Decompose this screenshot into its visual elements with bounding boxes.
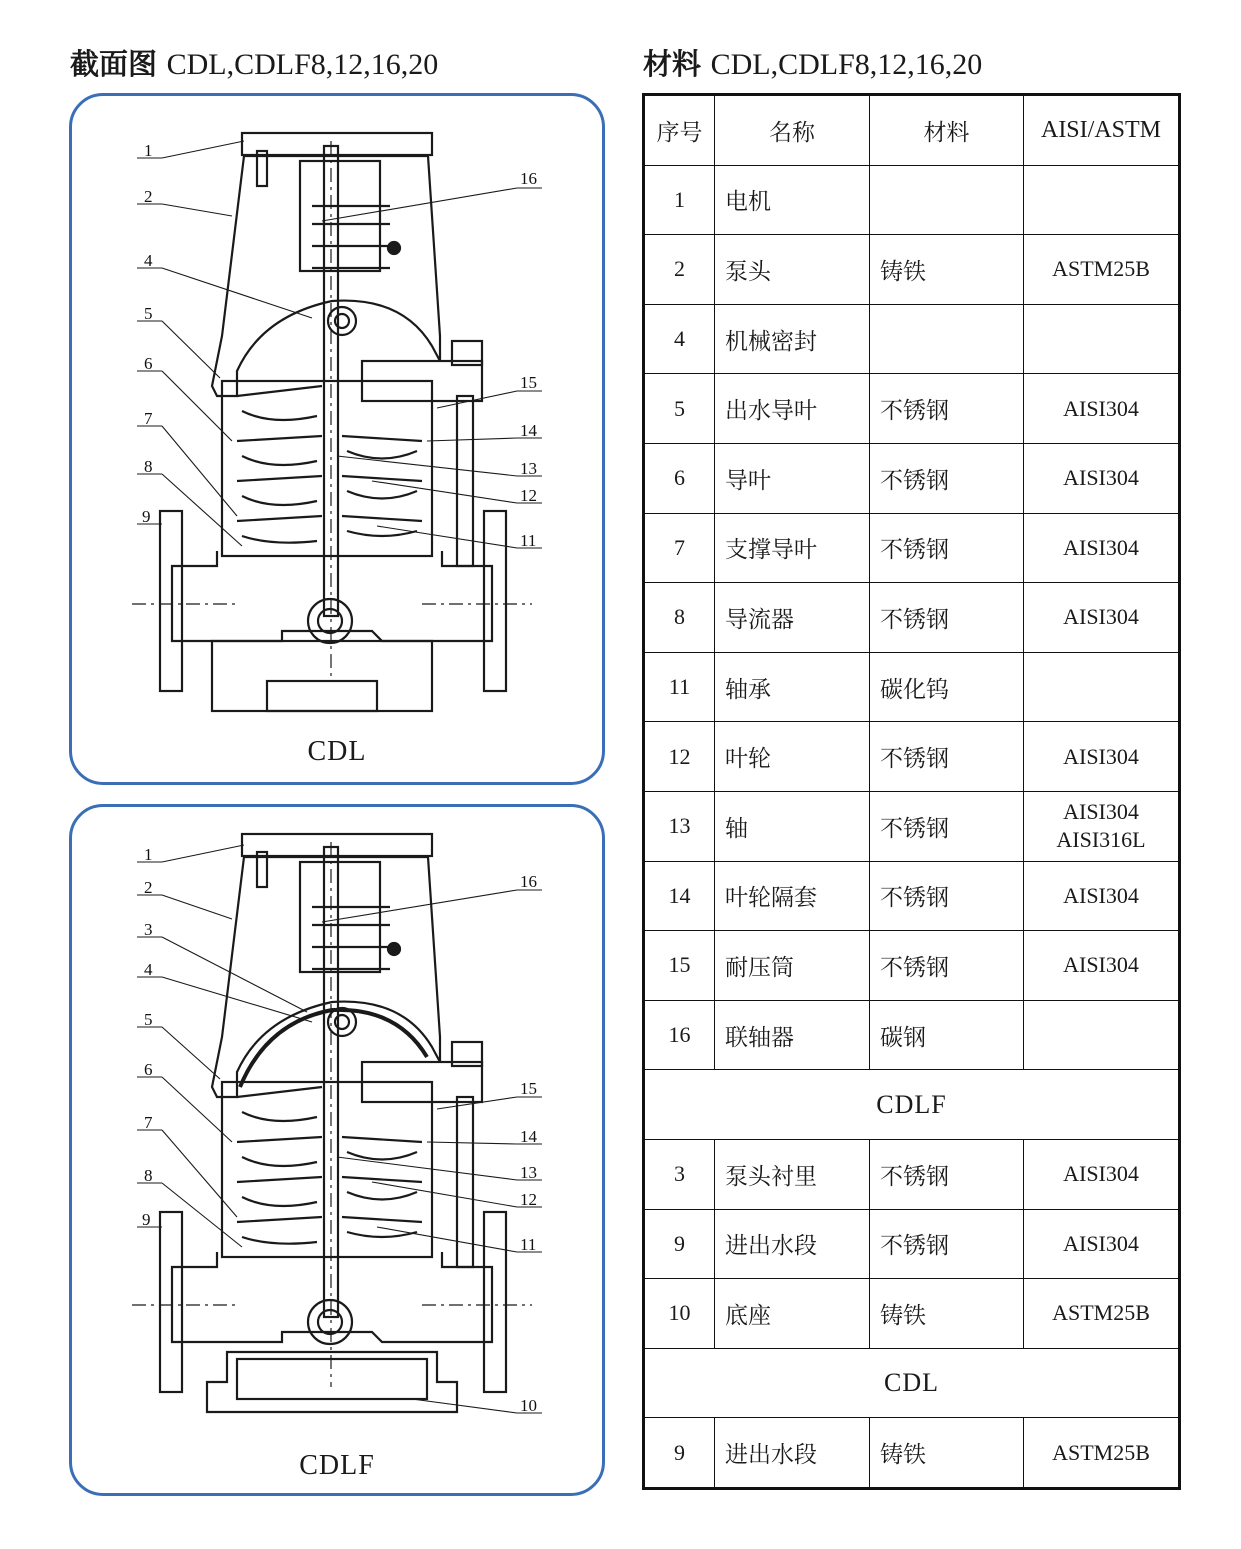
cell-material: 碳化钨 bbox=[870, 652, 1024, 722]
materials-table bbox=[642, 93, 1181, 1490]
cell-material: 铸铁 bbox=[870, 235, 1024, 305]
cell-no: 5 bbox=[644, 374, 715, 444]
cell-no: 2 bbox=[644, 235, 715, 305]
cell-material: 不锈钢 bbox=[870, 861, 1024, 931]
callout-13: 13 bbox=[520, 1163, 537, 1182]
base bbox=[207, 1352, 457, 1412]
cell-standard: AISI304 bbox=[1024, 1209, 1180, 1279]
callout-15: 15 bbox=[520, 1079, 537, 1098]
cell-material bbox=[870, 165, 1024, 235]
cell-no: 10 bbox=[644, 1279, 715, 1349]
cell-standard: AISI304 bbox=[1024, 1139, 1180, 1209]
heading-left-models: CDL,CDLF8,12,16,20 bbox=[166, 48, 439, 81]
table-row bbox=[644, 1279, 1180, 1349]
callout-14: 14 bbox=[520, 1127, 537, 1146]
table-row bbox=[644, 931, 1180, 1001]
diagram-caption-cdlf: CDLF bbox=[299, 1450, 375, 1481]
table-row bbox=[644, 443, 1180, 513]
cell-name: 机械密封 bbox=[715, 304, 870, 374]
cell-name: 轴 bbox=[715, 791, 870, 861]
callout-16: 16 bbox=[520, 169, 537, 188]
cell-name: 叶轮 bbox=[715, 722, 870, 792]
cell-standard bbox=[1024, 304, 1180, 374]
diagram-caption-cdl: CDL bbox=[307, 736, 367, 767]
table-row bbox=[644, 861, 1180, 931]
callout-6: 6 bbox=[144, 354, 153, 373]
cell-standard-line-1: AISI304 bbox=[1063, 799, 1139, 825]
cell-material: 不锈钢 bbox=[870, 374, 1024, 444]
cell-no: 1 bbox=[644, 165, 715, 235]
cell-material: 铸铁 bbox=[870, 1418, 1024, 1489]
foot bbox=[212, 641, 432, 711]
cell-no: 15 bbox=[644, 931, 715, 1001]
table-row bbox=[644, 722, 1180, 792]
cell-standard: ASTM25B bbox=[1024, 1279, 1180, 1349]
callout-5: 5 bbox=[144, 304, 153, 323]
callout-1: 1 bbox=[144, 141, 153, 160]
header-no: 序号 bbox=[644, 95, 715, 166]
cell-no: 7 bbox=[644, 513, 715, 583]
callout-9: 9 bbox=[142, 1210, 151, 1229]
callout-11: 11 bbox=[520, 1235, 537, 1254]
callout-8: 8 bbox=[144, 457, 153, 476]
table-row bbox=[644, 652, 1180, 722]
callout-10: 10 bbox=[520, 1396, 537, 1415]
table-section-row bbox=[644, 1070, 1180, 1140]
callout-8: 8 bbox=[144, 1166, 153, 1185]
cell-material bbox=[870, 304, 1024, 374]
callout-7: 7 bbox=[144, 409, 153, 428]
callout-3: 3 bbox=[144, 920, 153, 939]
cell-name: 轴承 bbox=[715, 652, 870, 722]
header-name: 名称 bbox=[715, 95, 870, 166]
cell-standard: AISI304 bbox=[1024, 931, 1180, 1001]
table-row bbox=[644, 1000, 1180, 1070]
callout-12: 12 bbox=[520, 1190, 537, 1209]
cell-name: 泵头 bbox=[715, 235, 870, 305]
cell-no: 3 bbox=[644, 1139, 715, 1209]
table-row bbox=[644, 304, 1180, 374]
cell-material: 铸铁 bbox=[870, 1279, 1024, 1349]
cell-standard: ASTM25B bbox=[1024, 235, 1180, 305]
callout-2: 2 bbox=[144, 187, 153, 206]
table-row bbox=[644, 1209, 1180, 1279]
callout-4: 4 bbox=[144, 960, 153, 979]
cell-material: 不锈钢 bbox=[870, 791, 1024, 861]
cell-material: 不锈钢 bbox=[870, 931, 1024, 1001]
table-header-row bbox=[644, 95, 1180, 166]
cell-standard: AISI304 bbox=[1024, 374, 1180, 444]
cell-no: 11 bbox=[644, 652, 715, 722]
heading-right-models: CDL,CDLF8,12,16,20 bbox=[710, 48, 983, 81]
callout-12: 12 bbox=[520, 486, 537, 505]
cell-standard: AISI304 bbox=[1024, 722, 1180, 792]
callout-7: 7 bbox=[144, 1113, 153, 1132]
cell-no: 8 bbox=[644, 583, 715, 653]
callout-4: 4 bbox=[144, 251, 153, 270]
cell-standard bbox=[1024, 165, 1180, 235]
coupling bbox=[300, 161, 380, 271]
cell-standard-line-2: AISI316L bbox=[1056, 827, 1146, 853]
table-row bbox=[644, 791, 1180, 861]
cell-material: 不锈钢 bbox=[870, 513, 1024, 583]
header-material: 材料 bbox=[870, 95, 1024, 166]
diagram-panel-cdlf bbox=[69, 804, 605, 1496]
cell-no: 12 bbox=[644, 722, 715, 792]
cell-name: 进出水段 bbox=[715, 1418, 870, 1489]
callout-16: 16 bbox=[520, 872, 537, 891]
cell-name: 支撑导叶 bbox=[715, 513, 870, 583]
cell-material: 不锈钢 bbox=[870, 583, 1024, 653]
cell-no: 6 bbox=[644, 443, 715, 513]
callout-5: 5 bbox=[144, 1010, 153, 1029]
heading-left-bold: 截面图 bbox=[70, 47, 158, 81]
pump-cross-section-cdl bbox=[72, 96, 608, 788]
table-row bbox=[644, 513, 1180, 583]
cell-standard: AISI304 bbox=[1024, 443, 1180, 513]
section-heading-right bbox=[643, 42, 982, 83]
cell-material: 不锈钢 bbox=[870, 1139, 1024, 1209]
table-row bbox=[644, 1139, 1180, 1209]
cell-standard bbox=[1024, 1000, 1180, 1070]
cell-name: 导叶 bbox=[715, 443, 870, 513]
section-cdl: CDL bbox=[644, 1348, 1180, 1418]
cell-material: 不锈钢 bbox=[870, 722, 1024, 792]
cell-name: 叶轮隔套 bbox=[715, 861, 870, 931]
table-row bbox=[644, 583, 1180, 653]
cell-material: 不锈钢 bbox=[870, 443, 1024, 513]
diagram-panel-cdl bbox=[69, 93, 605, 785]
cell-name: 导流器 bbox=[715, 583, 870, 653]
callout-6: 6 bbox=[144, 1060, 153, 1079]
heading-right-bold: 材料 bbox=[643, 47, 702, 81]
cell-name: 电机 bbox=[715, 165, 870, 235]
cell-name: 联轴器 bbox=[715, 1000, 870, 1070]
inlet-outlet-section bbox=[172, 551, 492, 641]
table-row bbox=[644, 374, 1180, 444]
callout-9: 9 bbox=[142, 507, 151, 526]
cell-no: 13 bbox=[644, 791, 715, 861]
table-row bbox=[644, 1418, 1180, 1489]
cell-name: 泵头衬里 bbox=[715, 1139, 870, 1209]
pump-cross-section-cdlf bbox=[72, 807, 608, 1499]
table-row bbox=[644, 165, 1180, 235]
cell-name: 耐压筒 bbox=[715, 931, 870, 1001]
cell-no: 16 bbox=[644, 1000, 715, 1070]
callout-13: 13 bbox=[520, 459, 537, 478]
cell-name: 进出水段 bbox=[715, 1209, 870, 1279]
callout-11: 11 bbox=[520, 531, 537, 550]
cell-standard: ASTM25B bbox=[1024, 1418, 1180, 1489]
callout-14: 14 bbox=[520, 421, 537, 440]
cell-no: 14 bbox=[644, 861, 715, 931]
cell-standard bbox=[1024, 652, 1180, 722]
callout-15: 15 bbox=[520, 373, 537, 392]
cell-standard: AISI304 bbox=[1024, 861, 1180, 931]
header-standard: AISI/ASTM bbox=[1024, 95, 1180, 166]
callout-2: 2 bbox=[144, 878, 153, 897]
cell-no: 4 bbox=[644, 304, 715, 374]
cell-material: 不锈钢 bbox=[870, 1209, 1024, 1279]
callout-1: 1 bbox=[144, 845, 153, 864]
cell-material: 碳钢 bbox=[870, 1000, 1024, 1070]
table-section-row bbox=[644, 1348, 1180, 1418]
table-row bbox=[644, 235, 1180, 305]
cell-no: 9 bbox=[644, 1209, 715, 1279]
cell-standard: AISI304 bbox=[1024, 583, 1180, 653]
cell-standard bbox=[1024, 791, 1180, 861]
cell-name: 出水导叶 bbox=[715, 374, 870, 444]
section-heading-left bbox=[70, 42, 438, 83]
cell-no: 9 bbox=[644, 1418, 715, 1489]
section-cdlf: CDLF bbox=[644, 1070, 1180, 1140]
cell-standard: AISI304 bbox=[1024, 513, 1180, 583]
cell-name: 底座 bbox=[715, 1279, 870, 1349]
